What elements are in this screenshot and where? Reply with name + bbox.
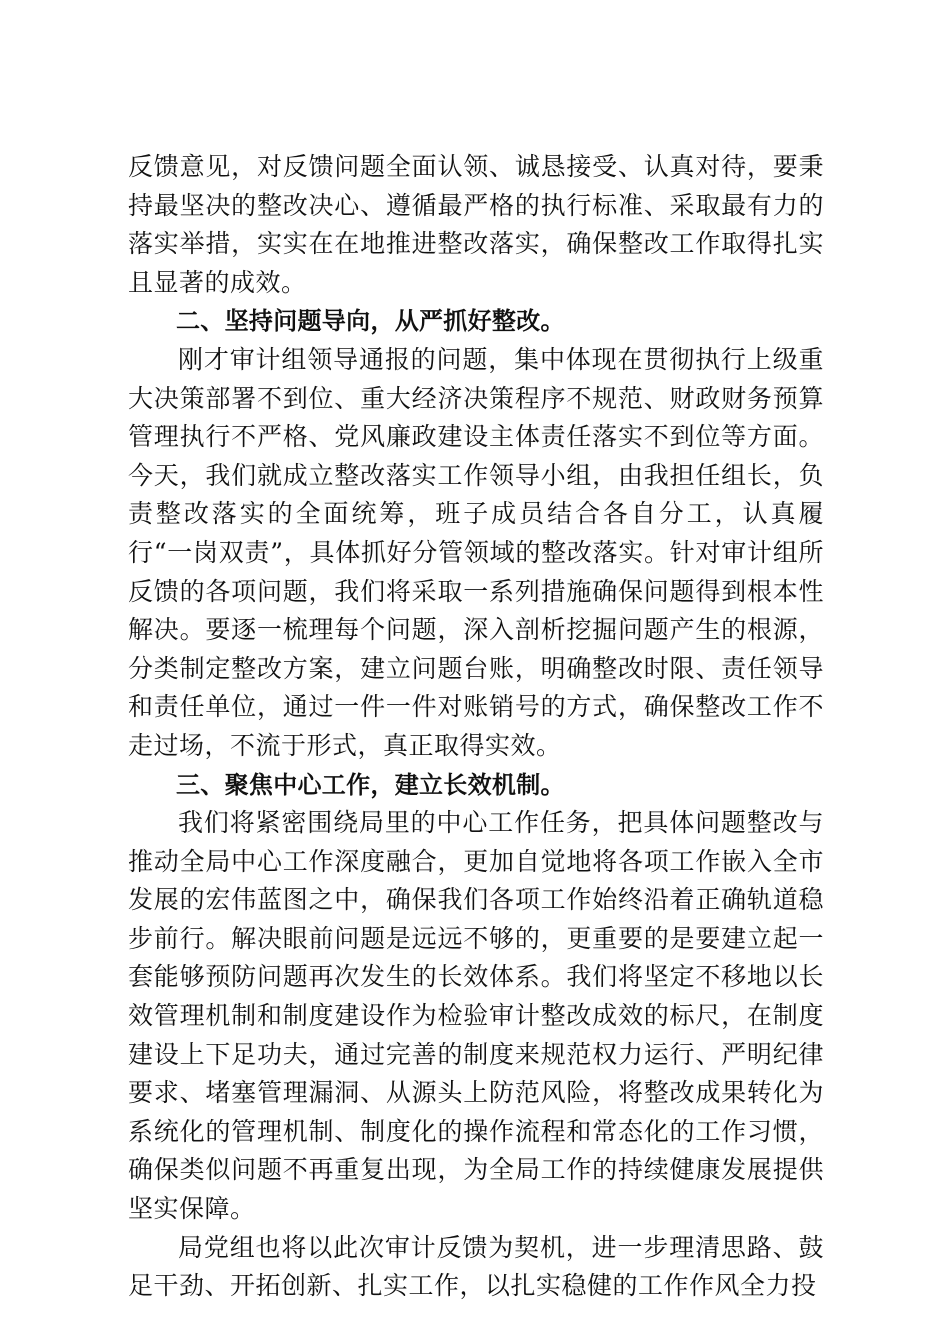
body-paragraph: 刚才审计组领导通报的问题，集中体现在贯彻执行上级重大决策部署不到位、重大经济决策程序不规范、财政财务预算管理执行不严格、党风廉政建设主体责任落实不到位等方面。今天，我们就成立整改落实工作领导小组，由我担任组长，负责整改落实的全面统筹，班子成员结合各自分工，认真履行“一岗双责”，具体抓好分管领域的整改落实。针对审计组所反馈的各项问题，我们将采取一系列措施确保问题得到根本性解决。要逐一梳理每个问题，深入剖析挖掘问题产生的根源，分类制定整改方案，建立问题台账，明确整改时限、责任领导和责任单位，通过一件一件对账销号的方式，确保整改工作不走过场，不流于形式，真正取得实效。 bbox=[128, 344, 824, 760]
section-heading-2: 二、坚持问题导向，从严抓好整改。 bbox=[176, 307, 565, 336]
body-paragraph: 反馈意见，对反馈问题全面认领、诚恳接受、认真对待，要秉持最坚决的整改决心、遵循最严格的执行标准、采取最有力的落实举措，实实在在地推进整改落实，确保整改工作取得扎实且显著的成效。 bbox=[128, 152, 824, 297]
body-paragraph: 我们将紧密围绕局里的中心工作任务，把具体问题整改与推动全局中心工作深度融合，更加自觉地将各项工作嵌入全市发展的宏伟蓝图之中，确保我们各项工作始终沿着正确轨道稳步前行。解决眼前问题是远远不够的，更重要的是要建立起一套能够预防问题再次发生的长效体系。我们将坚定不移地以长效管理机制和制度建设作为检验审计整改成效的标尺，在制度建设上下足功夫，通过完善的制度来规范权力运行、严明纪律要求、堵塞管理漏洞、从源头上防范风险，将整改成果转化为系统化的管理机制、制度化的操作流程和常态化的工作习惯，确保类似问题不再重复出现，为全局工作的持续健康发展提供坚实保障。 bbox=[128, 808, 824, 1224]
section-heading-3: 三、聚焦中心工作，建立长效机制。 bbox=[176, 770, 565, 799]
document-page bbox=[128, 148, 824, 1306]
body-paragraph: 局党组也将以此次审计反馈为契机，进一步理清思路、鼓足干劲、开拓创新、扎实工作，以扎实稳健的工作作风全力投 bbox=[128, 1232, 824, 1301]
